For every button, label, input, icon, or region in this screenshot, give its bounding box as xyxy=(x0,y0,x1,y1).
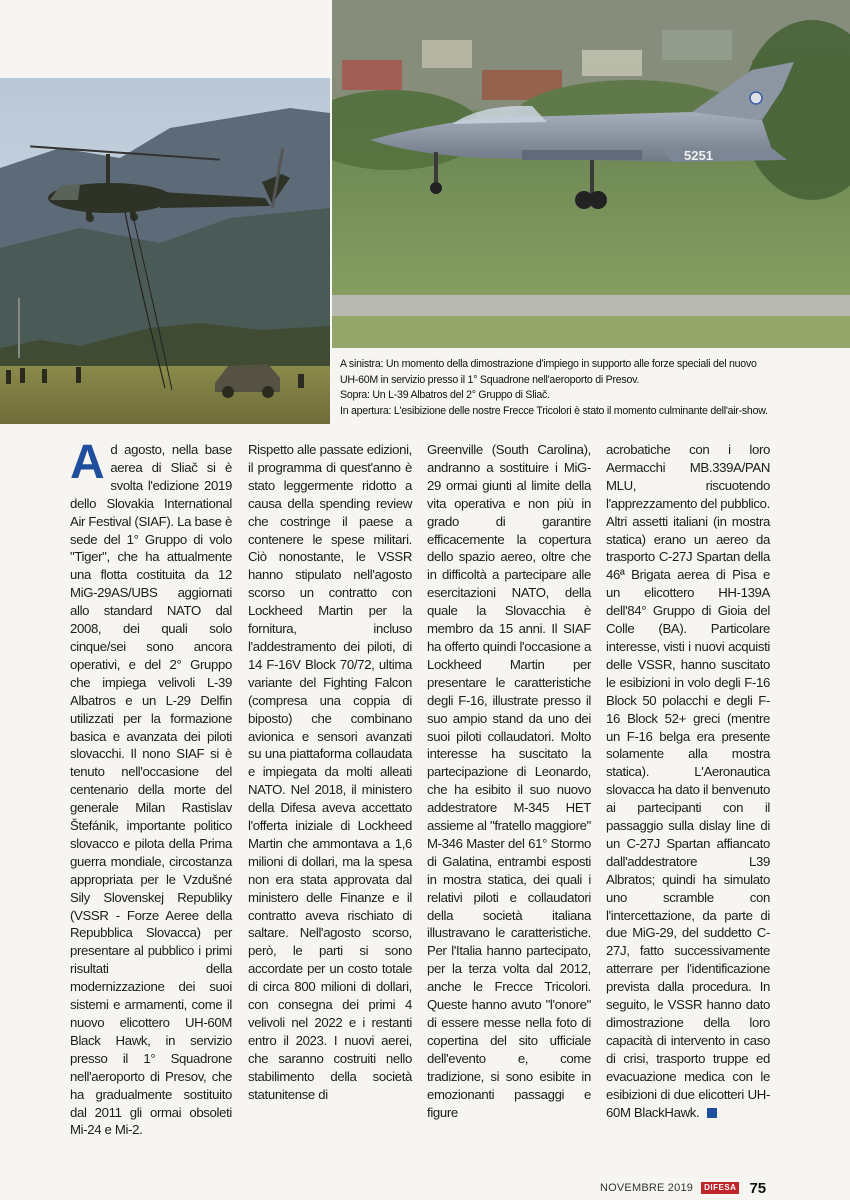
caption-line: Sopra: Un L-39 Albatros del 2° Gruppo di Sliač. xyxy=(340,389,550,402)
caption-line: UH-60M in servizio presso il 1° Squadrone nell'aeroporto di Presov. xyxy=(340,373,640,386)
page-number: 75 xyxy=(749,1179,767,1197)
article-column-1 xyxy=(70,436,232,1139)
article-paragraph xyxy=(70,436,232,1139)
article-column-2 xyxy=(248,441,412,1104)
article-text: Altri assetti italiani (in mostra statica) erano un aereo da trasporto C-27J Spartan della 46ª Brigata aerea di Pisa e un elicottero HH-139A dell'84° Gruppo di Gioia del Colle (BA). Particolare interesse, visti i nuovi acquisti delle VSSR, hanno suscitato le esibizioni in volo degli F-16 Block 50 polacchi e degli F-16 Block 52+ greci (mentre un F-16 belga era presente solamente alla mostra statica). L'Aeronautica slovacca ha dato il benvenuto ai partecipanti con il passaggio sulla dislay line di un C-27J Spartan affiancato dall'addestratore L39 Albratos; quindi ha simulato uno scramble con l'intercettazione, da parte di due MiG-29, del suddetto C-27J, fatto successivamente atterrare per l'identificazione prevista dalla procedura. In seguito, le VSSR hanno dato dimostrazione della loro capacità di intervento in caso di crisi, trasporto truppe ed evacuazione medica con le esibizioni di due elicotteri UH-60M BlackHawk. xyxy=(606,513,770,1120)
article-paragraph: Greenville (South Carolina), andranno a sostituire i MiG-29 ormai giunti al limite della vita operativa e non più in grado di garantire efficacemente la copertura dello spazio aereo, oltre che in difficoltà a partecipare alle esercitazioni NATO, della quale la Slovacchia è membro da 15 anni. Il SIAF ha offerto quindi l'occasione a Lockheed Martin per presentare le caratteristiche degli F-16, illustrate presso il suo ampio stand da uno dei suoi piloti collaudatori. Molto interesse ha suscitato la partecipazione di Leonardo, che ha esibito il suo nuovo addestratore M-345 HET assieme al "fratello maggiore" M-346 Master del 61° Stormo di Galatina, entrambi esposti in mostra statica, dei quali i relativi piloti e collaudatori della società italiana illustravano le caratteristiche. Per l'Italia hanno partecipato, per la terza volta dal 2012, anche le Frecce Tricolori. Queste hanno avuto "l'onore" di essere messe nella foto di copertina del sito ufficiale dell'evento e, come tradizione, si sono esibite in emozionanti passaggi e figure xyxy=(427,442,591,1120)
magazine-logo: DIFESA xyxy=(701,1182,739,1194)
jet-tail-number: 5251 xyxy=(684,148,713,163)
article-column-3 xyxy=(427,441,591,1121)
photo-helicopter-demo xyxy=(0,78,330,424)
caption-line: In apertura: L'esibizione delle nostre Frecce Tricolori è stato il momento culminante dell'air-show. xyxy=(340,404,768,417)
article-paragraph: acrobatiche con i loro Aermacchi MB.339A/PAN MLU, riscuotendo l'apprezzamento del pubblico. xyxy=(606,442,770,511)
article-paragraph: Rispetto alle passate edizioni, il programma di quest'anno è stato leggermente ridotto a causa della spending review che costringe il paese a contenere le spese militari. Ciò nonostante, le VSSR hanno stipulato nell'agosto scorso un contratto con Lockheed Martin per la fornitura, incluso l'addestramento dei piloti, di 14 F-16V Block 70/72, ultima variante del Fighting Falcon (compresa una coppia di biposto) che combinano avionica e sensori avanzati su una piattaforma collaudata e impiegata da molti alleati NATO. Nel 2018, il ministero della Difesa aveva accettato l'offerta iniziale di Lockheed Martin che ammontava a 1,6 milioni di dollari, ma la spesa non era stata approvata dal ministero delle Finanze e il contratto aveva rischiato di saltare. Nell'agosto scorso, però, le parti si sono accordate per un costo totale di circa 800 milioni di dollari, con consegna dei primi 4 velivoli nel 2022 e i restanti entro il 2023. I nuovi aerei, che saranno costruiti nello stabilimento della società statunitense di xyxy=(248,442,412,1102)
issue-month: NOVEMBRE 2019 xyxy=(600,1182,694,1194)
article-paragraph xyxy=(606,513,770,1122)
article-column-4 xyxy=(606,441,770,1121)
article-text: d agosto, nella base aerea di Sliač si è svolta l'edizione 2019 dello Slovakia International Air Festival (SIAF). La base è sede del 1° Gruppo di volo "Tiger", che ha attualmente una flotta costituita da 12 MiG-29AS/UBS aggiornati allo standard NATO dal 2008, dei quali solo cinque/sei sono ancora operativi, e del 2° Gruppo che impiega velivoli L-39 Albatros e un L-29 Delfin utilizzati per la formazione basica e avanzata dei piloti slovacchi. Il nono SIAF si è tenuto nell'occasione del centenario della morte del generale Milan Rastislav Štefánik, importante politico slovacco e pilota della Prima guerra mondiale, circostanza appropriata per le Vzdušné Sily Slovenskej Republiky (VSSR - Forze Aeree della Repubblica Slovacca) per presentare al pubblico i primi risultati della modernizzazione dei suoi sistemi e armamenti, come il nuovo elicottero UH-60M Black Hawk, in servizio presso il 1° Squadrone nell'aeroporto di Presov, che ha gradualmente sostituito dal 2011 gli ormai obsoleti Mi-24 e Mi-2. xyxy=(70,442,232,1138)
photo-caption xyxy=(340,357,845,419)
page-footer xyxy=(600,1176,766,1200)
end-mark-icon xyxy=(707,1108,717,1118)
photo-l39-albatros xyxy=(332,0,850,348)
caption-line: A sinistra: Un momento della dimostrazione d'impiego in supporto alle forze speciali del nuovo xyxy=(340,358,757,370)
drop-cap: A xyxy=(70,436,105,489)
